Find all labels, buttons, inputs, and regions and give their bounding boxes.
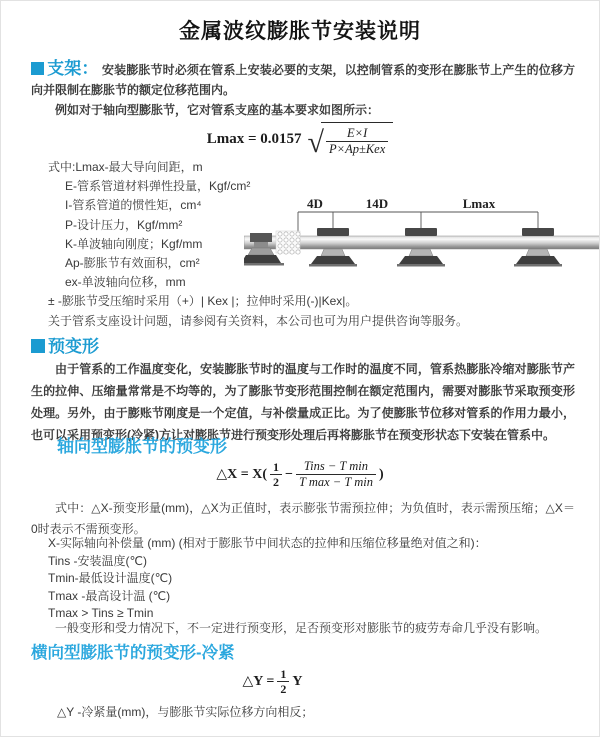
dim-label-lmax: Lmax: [462, 196, 496, 211]
one-half-fraction: $\frac{1}{2}$: [270, 460, 282, 490]
predeform-heading-text: 预变形: [48, 337, 99, 356]
support-section-heading: 支架：: [47, 59, 99, 78]
variable-line: P-设计压力，Kgf/mm²: [65, 217, 183, 232]
one-half-fraction: $\frac{1}{2}$: [277, 667, 289, 697]
predeform-section-heading: [31, 332, 99, 357]
axial-definition-list: [48, 535, 487, 623]
lmax-formula-denominator: P×Ap±Kex: [326, 141, 388, 157]
definition-line: Tmax > Tins ≥ Tmin: [48, 606, 154, 621]
lmax-formula-prefix: Lmax = 0.0157: [206, 131, 302, 147]
lateral-formula-prefix: △Y =: [242, 674, 275, 690]
definition-line: Tins -安装温度(℃): [48, 553, 148, 568]
axial-formula: [1, 459, 599, 490]
lateral-subsection-heading: 横向型膨胀节的预变形-冷紧: [31, 644, 235, 662]
dim-label-4d: 4D: [307, 196, 323, 211]
support-closing-note: 关于管系支座设计问题，请参阅有关资料，本公司也可为用户提供咨询等服务。: [48, 313, 469, 328]
axial-subsection-heading: 轴向型膨胀节的预变形: [57, 437, 227, 456]
section-marker-icon: [31, 339, 45, 353]
dim-label-14d: 14D: [365, 196, 389, 211]
bellows-icon: [276, 231, 300, 254]
variable-line: ex-单波轴向位移，mm: [65, 275, 186, 290]
variable-line: E-管系管道材料弹性投量，Kgf/cm²: [65, 179, 251, 194]
variable-line: 式中:Lmax-最大导向间距，m: [48, 160, 203, 174]
axial-explanation: 式中：△X-预变形量(mm)，△X为正值时，表示膨张节需预拉伸；为负值时，表示需预压缩；△X＝0时表示不需预变形。: [31, 501, 575, 536]
support-example-line: 例如对于轴向型膨胀节，它对管系支座的基本要求如图所示：: [55, 103, 380, 117]
axial-formula-suffix: ): [378, 466, 384, 482]
definition-line: Tmax -最高设计温 (℃): [48, 588, 171, 603]
support-intro-paragraph: [31, 59, 575, 100]
page-title: 金属波纹膨胀节安装说明: [179, 20, 421, 43]
minus-operator: −: [285, 466, 293, 482]
definition-line: X-实际轴向补偿量 (mm) (相对于膨胀节中间状态的拉伸和压缩位移量绝对值之和)：: [48, 536, 487, 550]
support-intro-text: 安装膨胀节时必须在管系上安装必要的支架，以控制管系的变形在膨胀节上产生的位移方向并限制在膨胀节的额定位移范围内。: [31, 63, 575, 97]
sqrt-radical-icon: √ $\frac{E\times I}{\text{P×Ap±Kex}}$: [308, 122, 394, 157]
variable-line: K-单波轴向刚度；Kgf/mm: [65, 236, 203, 251]
plus-minus-note: ± -膨胀节受压缩时采用（+）| Kex |；拉伸时采用(-)|Kex|。: [48, 294, 358, 309]
definition-line: Tmin-最低设计温度(℃): [48, 571, 173, 586]
lateral-formula: [1, 667, 599, 697]
axial-formula-prefix: △X = X(: [216, 467, 267, 482]
lateral-note: △Y -冷紧量(mm)，与膨胀节实际位移方向相反；: [57, 705, 314, 719]
variable-line: I-管系管道的惯性矩，cm⁴: [65, 198, 202, 213]
temperature-fraction: $\frac{\text{Tins − T min}}{\text{T max − T min}}$: [296, 459, 376, 490]
pipe-support-diagram: [244, 193, 600, 288]
axial-note: 一般变形和受力情况下，不一定进行预变形，足否预变形对膨胀节的疲劳寿命几乎没有影响。: [55, 621, 548, 635]
variable-line: Ap-膨胀节有效面积，cm²: [65, 256, 200, 271]
section-marker-icon: [31, 62, 44, 75]
predeform-paragraph: 由于管系的工作温度变化，安装膨胀节时的温度与工作时的温度不同，管系热膨胀冷缩对膨胀节产生的拉伸、压缩量常常是不均等的，为了膨胀节变形范围控制在额定范围内，需要对膨胀节采取预变形处理。另外，由于膨账节刚度是一个定值，与补偿量成正比。为了使膨胀节位移对管系的作用力最小，也可以采用预变形(冷紧)方让对膨胀节进行预变形处理后再将膨胀节在预变形状态下安装在管系中。: [31, 362, 575, 442]
lateral-formula-suffix: Y: [292, 673, 303, 689]
lmax-formula-numerator: E×I: [347, 126, 368, 140]
lmax-formula: [1, 122, 599, 160]
